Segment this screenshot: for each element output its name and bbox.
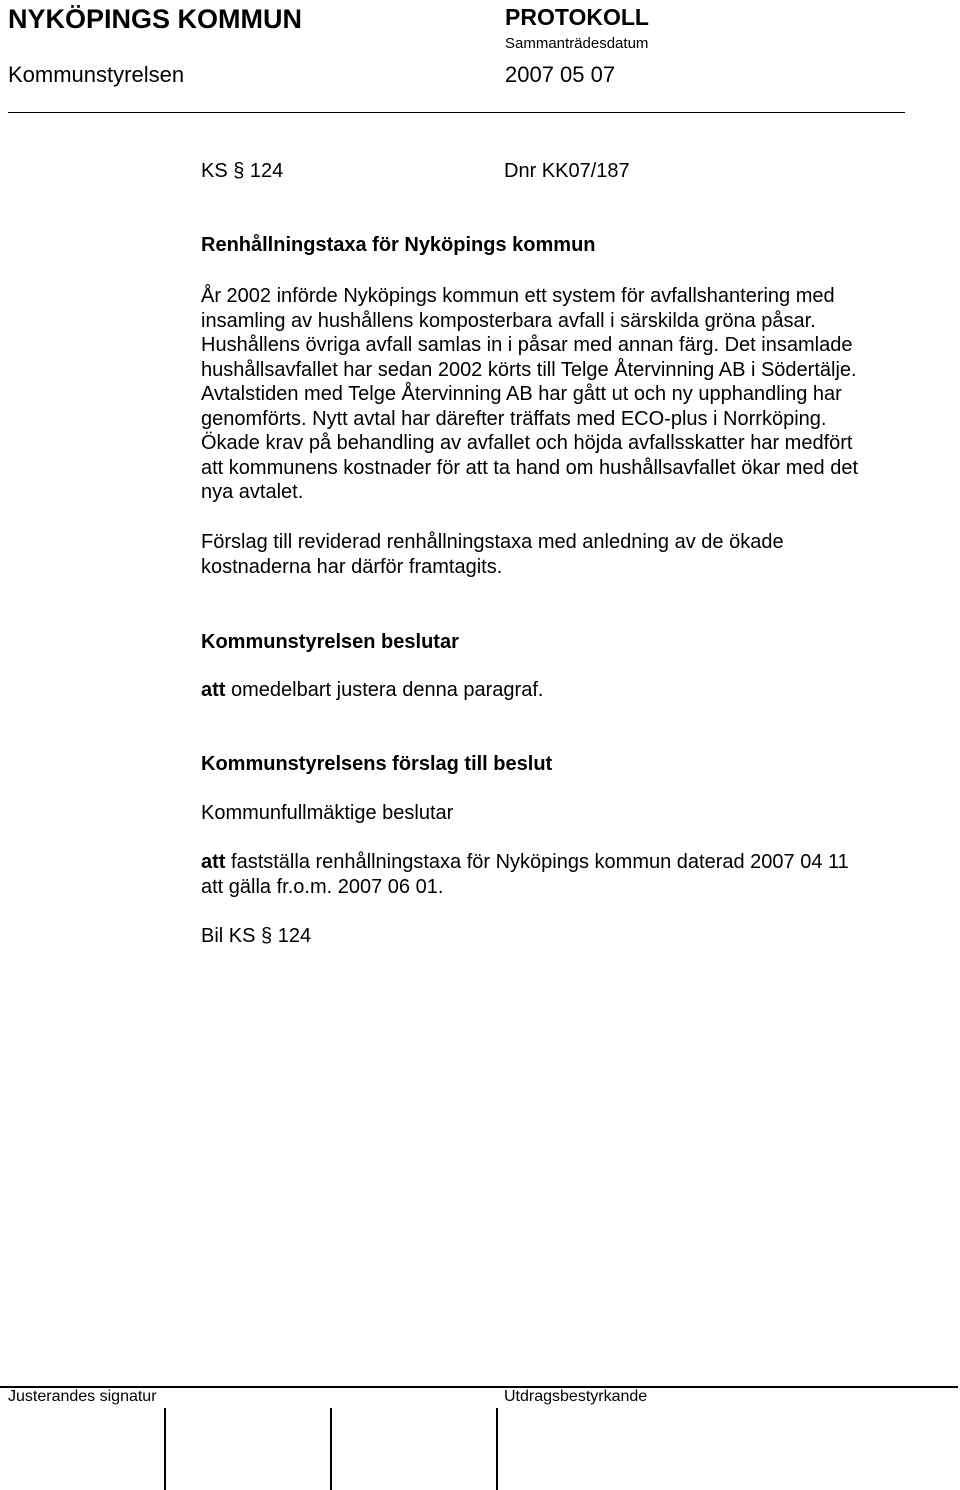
decision-heading: Kommunstyrelsen beslutar bbox=[201, 631, 459, 653]
diary-number: Dnr KK07/187 bbox=[504, 160, 630, 182]
paragraph-number: KS § 124 bbox=[201, 160, 284, 182]
recommendation-body: fastställa renhållningstaxa för Nyköpings kommun daterad 2007 04 11 bbox=[225, 851, 849, 873]
header-divider bbox=[8, 112, 905, 113]
att-keyword: att bbox=[201, 679, 226, 701]
background-paragraph bbox=[201, 284, 921, 505]
signature-box-line bbox=[330, 1408, 332, 1490]
document-type: PROTOKOLL bbox=[505, 4, 649, 30]
proposal-line: kostnaderna har därför framtagits. bbox=[201, 555, 503, 578]
proposal-line: Förslag till reviderad renhållningstaxa med anledning av de ökade bbox=[201, 531, 784, 553]
organization-name: NYKÖPINGS KOMMUN bbox=[8, 4, 303, 34]
background-line: genomförts. Nytt avtal har därefter träffats med ECO-plus i Norrköping. bbox=[201, 407, 827, 430]
recommendation-paragraph bbox=[201, 850, 921, 899]
committee-name: Kommunstyrelsen bbox=[8, 62, 185, 87]
attachment-reference: Bil KS § 124 bbox=[201, 925, 312, 947]
background-line: hushållsavfallet har sedan 2002 körts till Telge Återvinning AB i Södertälje. bbox=[201, 358, 857, 381]
recommendation-line bbox=[201, 850, 921, 875]
decision-text bbox=[201, 678, 543, 703]
signature-box-line bbox=[496, 1408, 498, 1490]
background-line: att kommunens kostnader för att ta hand om hushållsavfallet ökar med det bbox=[201, 456, 859, 479]
background-line: nya avtalet. bbox=[201, 481, 304, 503]
case-title: Renhållningstaxa för Nyköpings kommun bbox=[201, 234, 596, 256]
certified-label: Utdragsbestyrkande bbox=[504, 1388, 648, 1405]
background-line: Ökade krav på behandling av avfallet och höjda avfallsskatter har medfört bbox=[201, 432, 853, 454]
proposal-paragraph bbox=[201, 530, 921, 579]
signature-box-line bbox=[164, 1408, 166, 1490]
decision-body: omedelbart justera denna paragraf. bbox=[225, 679, 544, 701]
signature-label: Justerandes signatur bbox=[8, 1388, 157, 1405]
meeting-date-label: Sammanträdesdatum bbox=[505, 35, 649, 52]
background-line: År 2002 införde Nyköpings kommun ett system för avfallshantering med bbox=[201, 285, 835, 307]
background-line: Avtalstiden med Telge Återvinning AB har gått ut och ny upphandling har bbox=[201, 383, 842, 405]
background-line: insamling av hushållens komposterbara avfall i särskilda gröna påsar. bbox=[201, 309, 816, 332]
recommendation-line: att gälla fr.o.m. 2007 06 01. bbox=[201, 875, 444, 898]
recommendation-subheading: Kommunfullmäktige beslutar bbox=[201, 802, 454, 824]
att-keyword: att bbox=[201, 851, 226, 873]
background-line: Hushållens övriga avfall samlas in i påsar med annan färg. Det insamlade bbox=[201, 334, 853, 356]
meeting-date: 2007 05 07 bbox=[505, 62, 616, 87]
recommendation-heading: Kommunstyrelsens förslag till beslut bbox=[201, 753, 553, 775]
